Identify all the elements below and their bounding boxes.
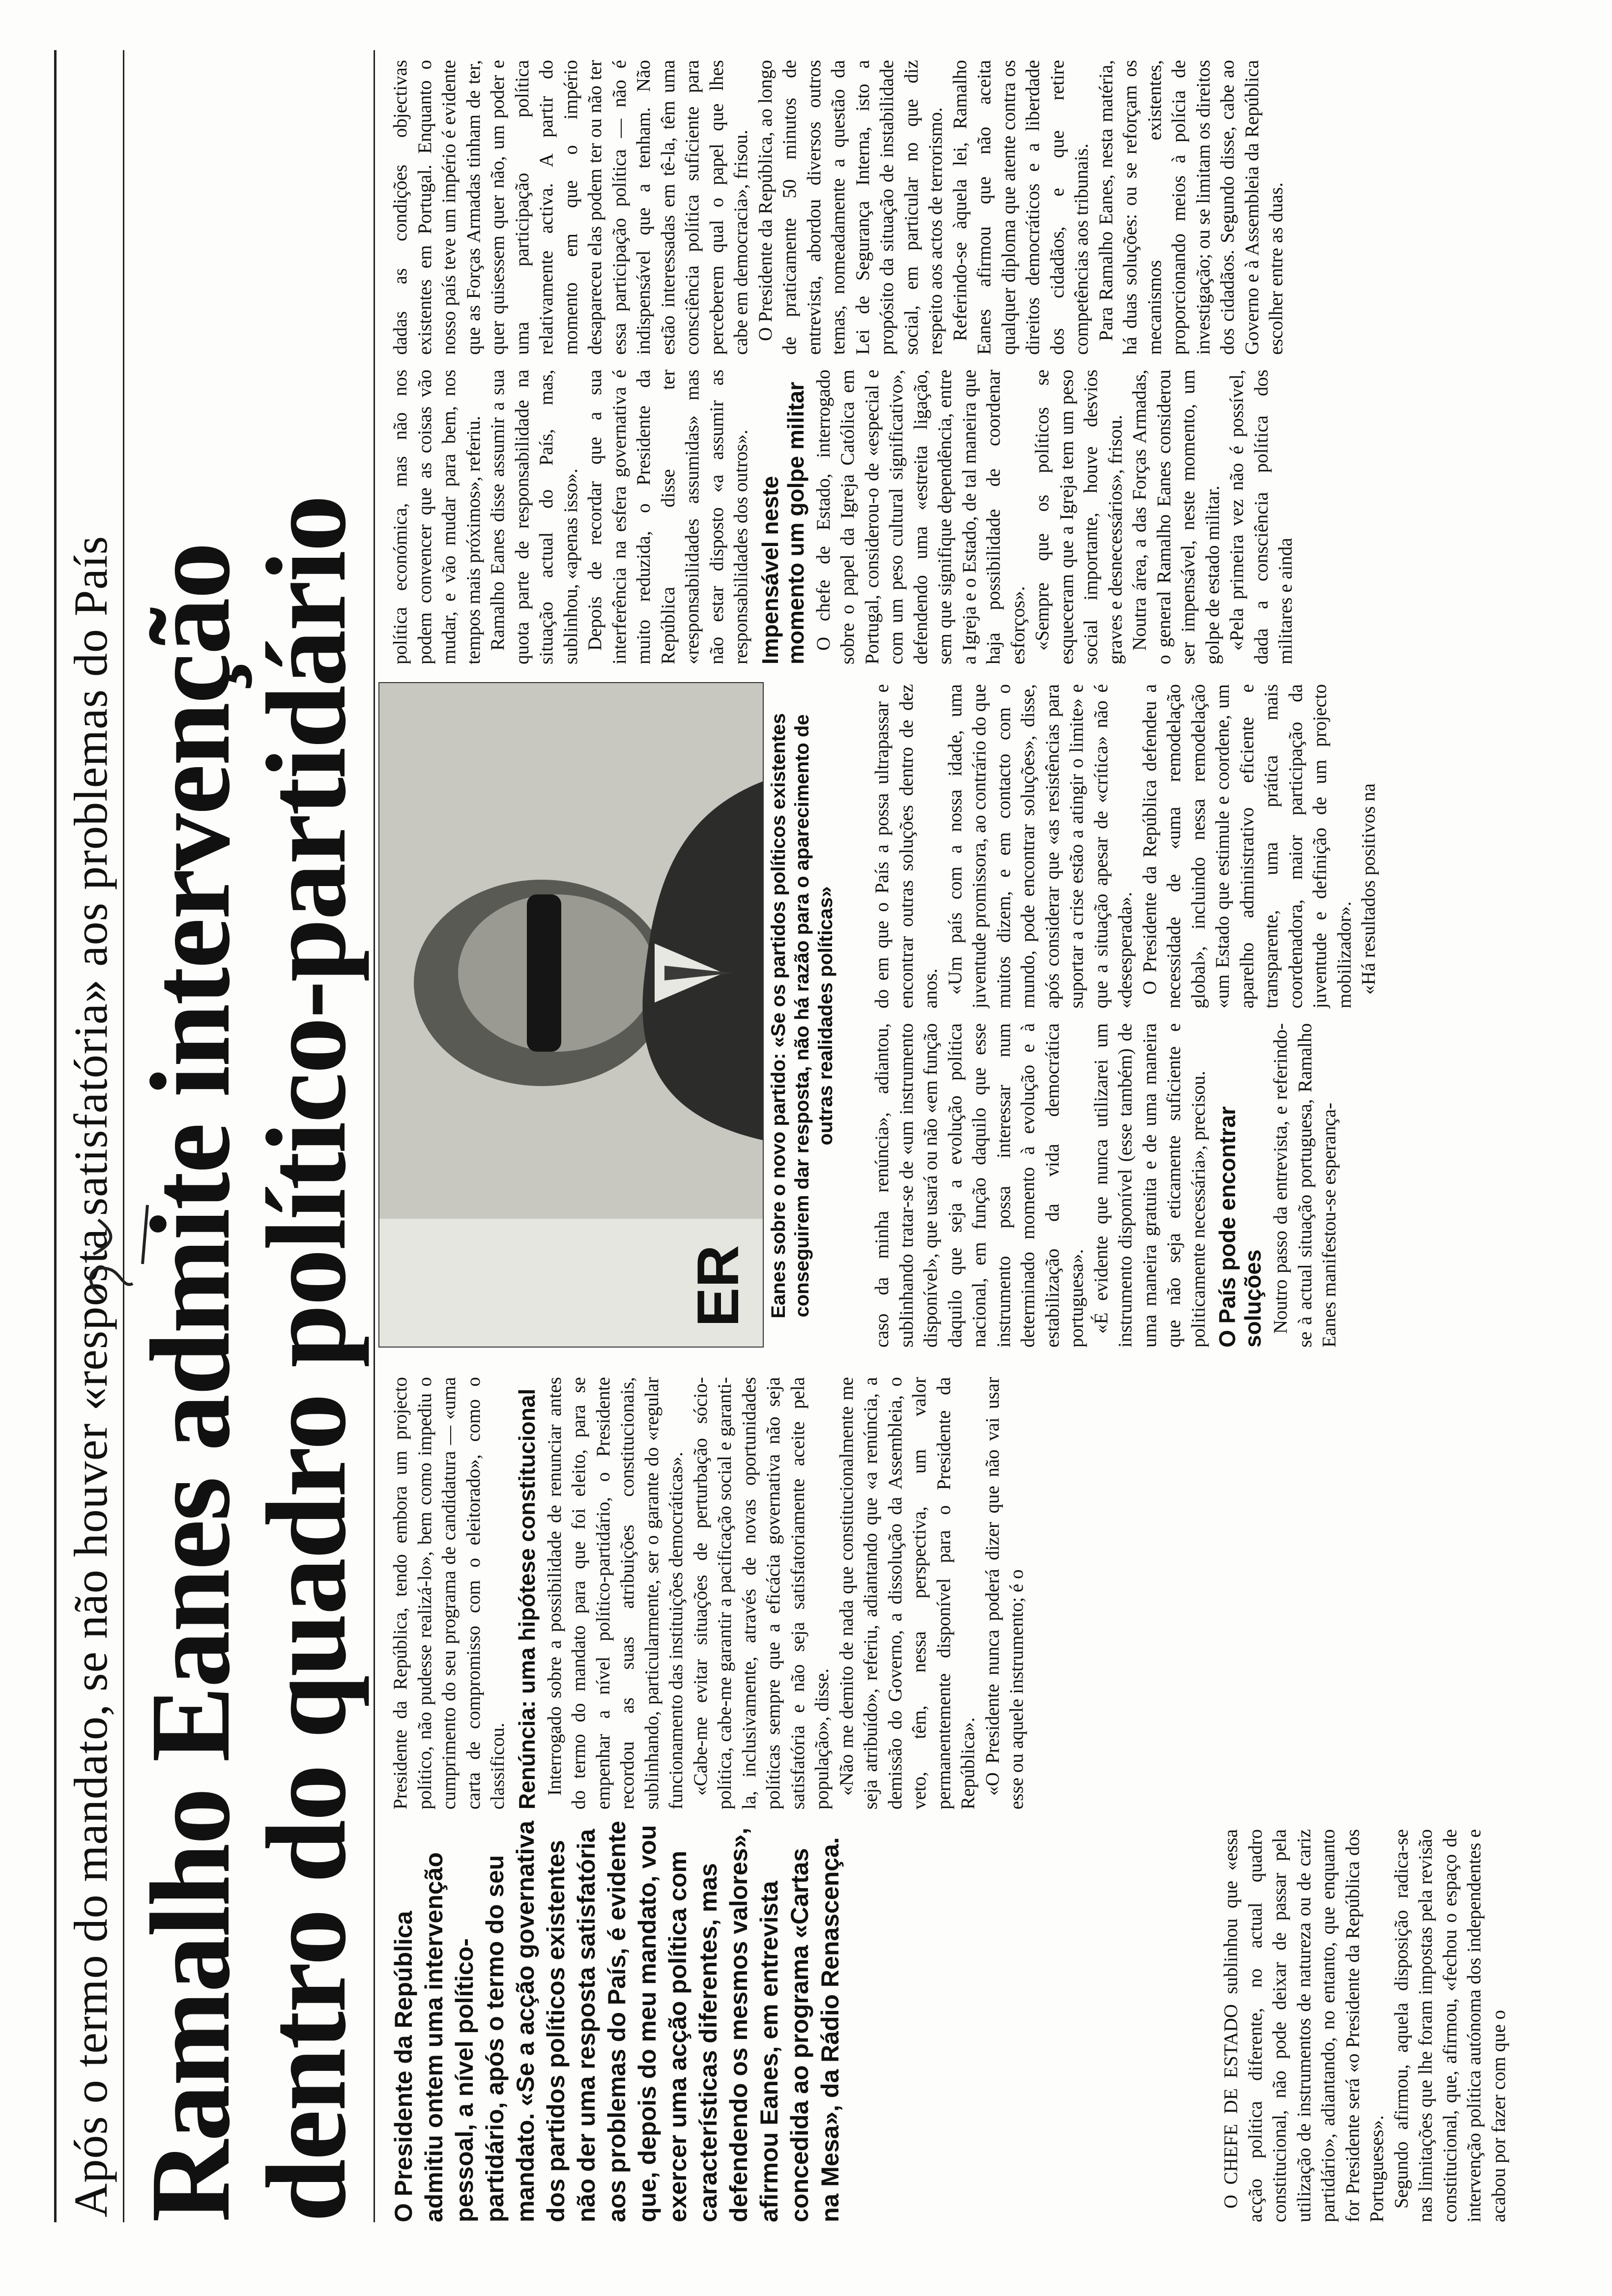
headline-line-1: Ramalho Eanes admite intervenção <box>127 544 254 2222</box>
body-column-2 <box>388 1377 1602 1809</box>
portrait-photo <box>378 682 764 1348</box>
paragraph: política económica, mas não nos podem convencer que as coisas vão mudar, e vão mudar para bem, nos tempos mais próximos», referiu. <box>390 370 484 664</box>
paragraph: «O Presidente nunca poderá dizer que não vai usar esse ou aquele instrumento; é o <box>981 1377 1027 1809</box>
body-column-4 <box>870 684 1602 1008</box>
headline-underline <box>374 50 375 2222</box>
paragraph: O Presidente da República defendeu a necessidade de «uma remodelação global», incluindo nessa remodelação «um Estado que estimule e coordene, um aparelho administrativo eficiente e transparente, uma prática mais coordenadora, maior participação da juventude e definição de um projecto mobilizador». <box>1139 684 1355 1008</box>
paragraph: «Cabe-me evitar situações de perturbação sócio-política, cabe-me garantir a pacificação social e garanti-la, inclusivamente, através de novas oportunidades políticas sempre que a eficácia governativa não seja satisfatória e não seja satisfatoriamente aceite pela população», disse. <box>690 1377 833 1809</box>
photo-caption: Eanes sobre o novo partido: «Se os partidos políticos existentes conseguirem dar resposta, não há razão para o aparecimento de outras realidades políticas» <box>768 713 836 1319</box>
lead-paragraph: O Presidente da República admitiu ontem uma intervenção pessoal, a nível político-partidário, após o termo do seu mandato. «Se a acção governativa dos partidos políticos existentes não der uma resposta satisfatória aos problemas do País, é evidente que, depois do meu mandato, vou exercer uma acção política com características diferentes, mas defendendo os mesmos valores», afirmou Eanes, em entrevista concedida ao programa «Cartas na Mesa», da Rádio Renascença. <box>390 1820 844 2222</box>
top-rule <box>54 50 57 2222</box>
paragraph: «Há resultados positivos na <box>1358 783 1379 995</box>
body-column-5 <box>388 370 1602 664</box>
paragraph: «Não me demito de nada que constitucionalmente me seja atribuído», referiu, adiantando que «a renúncia, a demissão do Governo, a dissolução da Assembleia, o veto, têm, nessa perspectiva, um valor permanentemente disponível para o Presidente da República». <box>835 1377 979 1809</box>
body-column-6 <box>388 60 1602 355</box>
section-heading: Renúncia: uma hipótese constitucional <box>514 1388 540 1809</box>
paragraph: Interrogado sobre a possibilidade de renunciar antes do termo do mandato para que foi eleito, para se empenhar a nível político-partidário, o Presidente recordou as suas atribuições constitucionais, sublinhando, particularmente, ser o garante do «regular funcionamento das instituições democráticas». <box>544 1377 687 1809</box>
paragraph: Para Ramalho Eanes, nesta matéria, há duas soluções: ou se reforçam os mecanismos existentes, proporcionando meios à polícia de investigação; ou se limitam os direitos dos cidadãos. Segundo disse, cabe ao Governo e à Assembleia da República escolher entre as duas. <box>1095 60 1287 355</box>
section-heading: Impensável neste momento um golpe militar <box>757 381 808 664</box>
paragraph: Presidente da República, tendo embora um projecto político, não pudesse realizá-lo», bem como impediu o cumprimento do seu programa de candidatura — «uma carta de compromisso com o eleitorado», como o classificou. <box>390 1377 508 1809</box>
paragraph: «Um país com a nossa idade, uma juventude promissora, ao contrário do que muitos dizem, e em contacto com o mundo, pode encontrar soluções», disse, após considerar que «as resistências para suportar a crise estão a atingir o limite» e que a situação apesar de «crítica» não é «desesperada». <box>944 684 1136 1008</box>
paragraph: Referindo-se àquela lei, Ramalho Eanes afirmou que não aceita qualquer diploma que atente contra os direitos democráticos e a liberdade dos cidadãos, e que retire competências aos tribunais. <box>949 60 1092 355</box>
paragraph: Noutra área, a das Forças Armadas, o general Ramalho Eanes considerou ser impensável, neste momento, um golpe de estado militar. <box>1129 370 1223 664</box>
body-column-3 <box>870 1023 1602 1348</box>
section-heading: O País pode encontrar soluções <box>1214 1106 1266 1348</box>
headline <box>127 496 370 2222</box>
paragraph: caso da minha renúncia», adiantou, sublinhando tratar-se de «um instrumento disponível», que usará ou não «em função daquilo que seja a evolução política nacional, em função daquilo que esse instrumento possa interessar num determinado momento à evolução e à estabilização da vida democrática portuguesa». <box>871 1023 1087 1348</box>
paragraph: Noutro passo da entrevista, e referindo-se à actual situação portuguesa, Ramalho Eanes manifestou-se esperança- <box>1270 1023 1340 1348</box>
paragraph: Depois de recordar que a sua interferência na esfera governativa é muito reduzida, o Presidente da República disse ter «responsabilidades assumidas» mas não estar disposto «a assumir as responsabilidades dos outros». <box>584 370 751 664</box>
paragraph: Ramalho Eanes disse assumir a sua quota parte de responsabilidade na situação actual do País, mas, sublinhou, «apenas isso». <box>487 370 581 664</box>
paragraph: O Presidente da República, ao longo de praticamente 50 minutos de entrevista, abordou diversos outros temas, nomeadamente a questão da Lei de Segurança Interna, isto a propósito da situação de instabilidade social, em particular no que diz respeito aos actos de terrorismo. <box>754 60 946 355</box>
photo-sign: ER <box>685 1245 751 1327</box>
paragraph: «É evidente que nunca utilizarei um instrumento disponível (esse também) de uma maneira gratuita e de uma maneira que não seja eticamente suficiente e politicamente necessária», precisou. <box>1090 1023 1209 1348</box>
paragraph: O chefe de Estado, interrogado sobre o papel da Igreja Católica em Portugal, considerou-o de «especial e com um peso cultural significativo», defendendo uma «estreita ligação, sem que signifique dependência, entre a Igreja e o Estado, de tal maneira que haja possibilidade de coordenar esforços». <box>812 370 1029 664</box>
paragraph: dadas as condições objectivas existentes em Portugal. Enquanto o nosso país teve um império é evidente que as Forças Armadas tinham de ter, quer quisessem quer não, um poder e uma participação política relativamente activa. A partir do momento em que o império desapareceu elas podem ter ou não ter essa participação política — não é indispensável que a tenham. Não estão interessadas em tê-la, têm uma consciência política suficiente para perceberem qual o papel que lhes cabe em democracia», frisou. <box>390 60 751 355</box>
headline-line-2: dentro do quadro político-partidário <box>243 496 370 2222</box>
paragraph: «Sempre que os políticos se esqueceram que a Igreja tem um peso social importante, houve desvios graves e desnecessários», frisou. <box>1032 370 1126 664</box>
paragraph: do em que o País a possa ultrapassar e encontrar outras soluções dentro de dez anos. <box>871 684 941 1008</box>
paragraph: «Pela primeira vez não é possível, dada a consciência política dos militares e ainda <box>1226 370 1296 664</box>
kicker-underline <box>123 50 124 2222</box>
paragraph: Segundo afirmou, aquela disposição radica-se nas limitações que lhe foram impostas pela revisão constitucional, que, afirmou, «fechou o espaço de intervenção política autónoma dos independentes e acabou por fazer com que o <box>1390 1829 1509 2222</box>
body-column-1 <box>1219 1829 1602 2222</box>
paragraph: O CHEFE DE ESTADO sublinhou que «essa acção política diferente, no actual quadro constitucional, não pode deixar de passar pela utilização de instrumentos de natureza ou de cariz partidário», adiantando, no entanto, que enquanto for Presidente será «o Presidente da República dos Portugueses». <box>1220 1829 1387 2222</box>
kicker-line: Após o termo do mandato, se não houver «resposta satisfatória» aos problemas do País <box>64 536 117 2217</box>
